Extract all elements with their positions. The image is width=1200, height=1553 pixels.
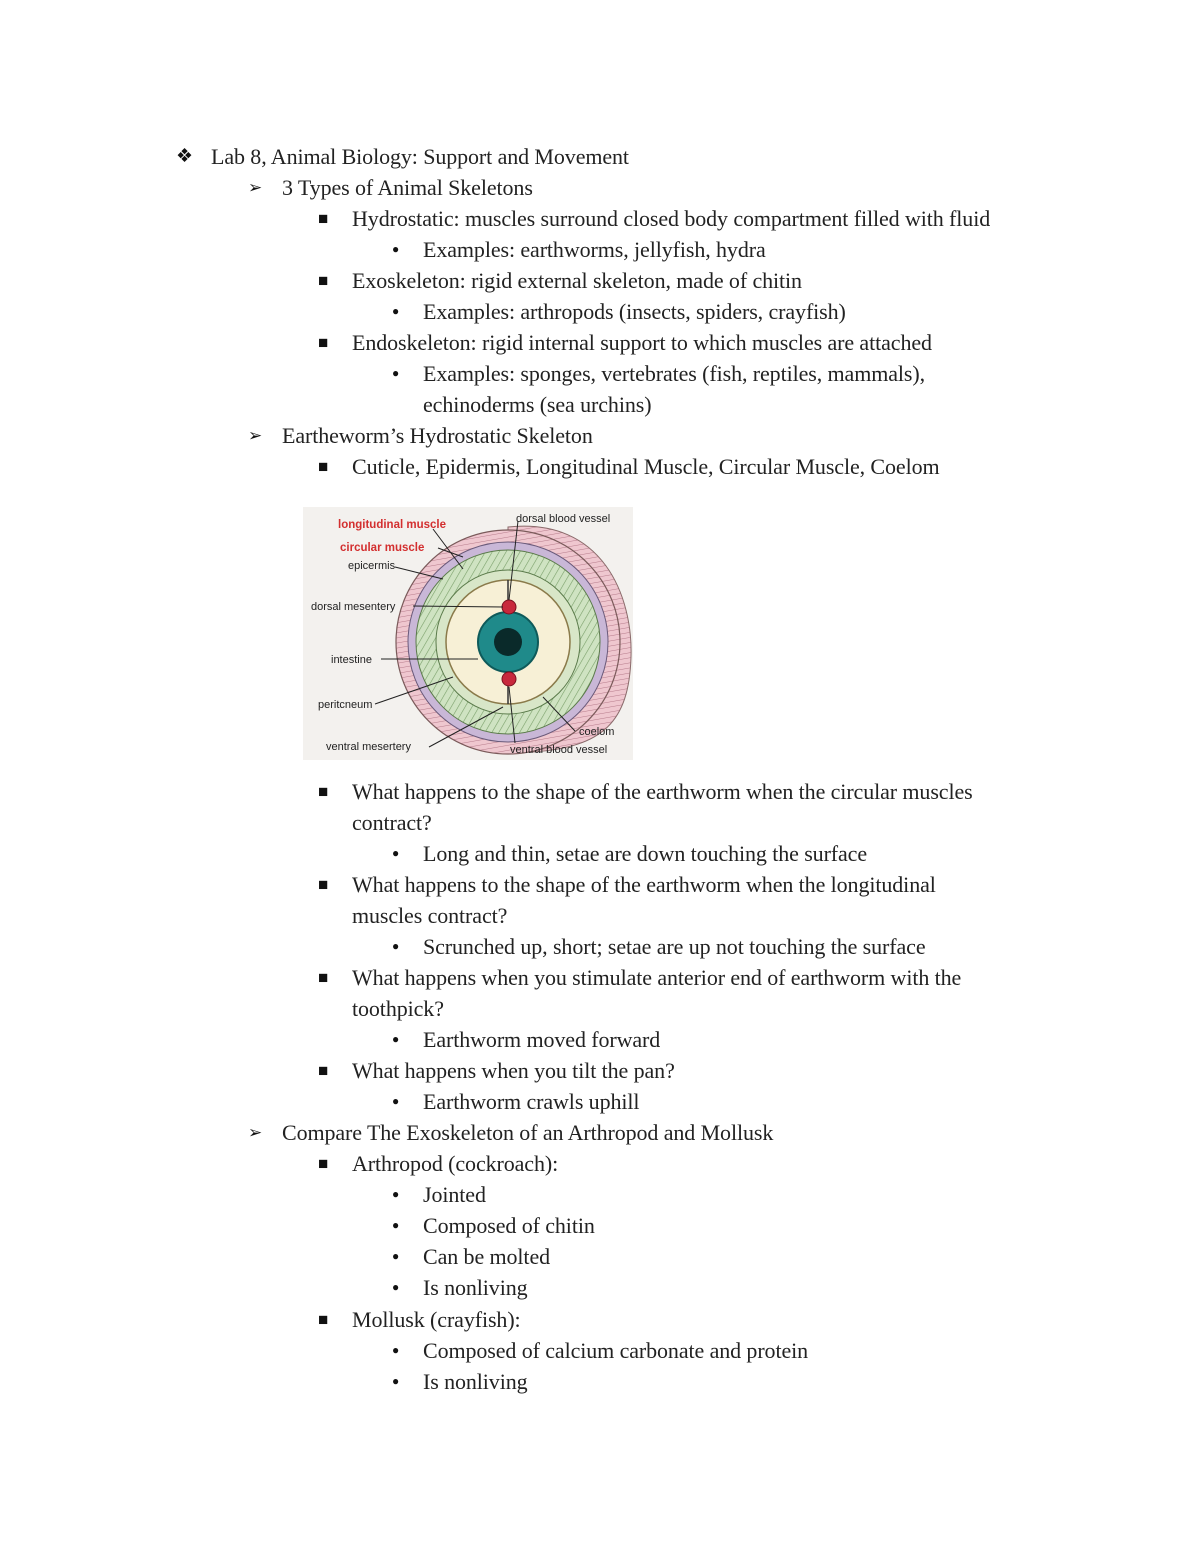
- square-bullet-icon: ■: [318, 968, 329, 987]
- disc-bullet-icon: ●: [392, 1249, 400, 1263]
- square-bullet-icon: ■: [318, 271, 329, 290]
- document-title: Lab 8, Animal Biology: Support and Movement: [211, 144, 629, 169]
- arrow-bullet-icon: ➢: [248, 178, 263, 197]
- square-bullet-icon: ■: [318, 875, 329, 894]
- disc-bullet-icon: ●: [392, 242, 400, 256]
- sub-item-nonliving: Is nonliving: [423, 1275, 528, 1300]
- disc-bullet-icon: ●: [392, 1187, 400, 1201]
- square-bullet-icon: ■: [318, 1154, 329, 1173]
- sub-item-mollusk-nonliving: Is nonliving: [423, 1369, 528, 1394]
- sub-item-jointed: Jointed: [423, 1182, 486, 1207]
- disc-bullet-icon: ●: [392, 846, 400, 860]
- arrow-bullet-icon: ➢: [248, 1123, 263, 1142]
- section-heading-skeleton-types: 3 Types of Animal Skeletons: [282, 175, 533, 200]
- label-ventral-mesentery: ventral mesertery: [326, 741, 411, 753]
- disc-bullet-icon: ●: [392, 1032, 400, 1046]
- item-earthworm-layers: Cuticle, Epidermis, Longitudinal Muscle, Circular Muscle, Coelom: [352, 454, 940, 479]
- disc-bullet-icon: ●: [392, 1094, 400, 1108]
- answer-stimulate-anterior: Earthworm moved forward: [423, 1027, 661, 1052]
- answer-circular-muscles: Long and thin, setae are down touching the surface: [423, 841, 868, 866]
- sub-item-calcium-carbonate: Composed of calcium carbonate and protein: [423, 1338, 809, 1363]
- sub-item-endoskeleton-examples-cont: echinoderms (sea urchins): [423, 392, 652, 417]
- question-stimulate-anterior: What happens when you stimulate anterior end of earthworm with the: [352, 965, 962, 990]
- label-ventral-blood-vessel: ventral blood vessel: [510, 744, 608, 756]
- question-circular-muscles: What happens to the shape of the earthworm when the circular muscles: [352, 779, 973, 804]
- sub-item-hydrostatic-examples: Examples: earthworms, jellyfish, hydra: [423, 237, 766, 262]
- sub-item-chitin: Composed of chitin: [423, 1213, 595, 1238]
- disc-bullet-icon: ●: [392, 1374, 400, 1388]
- square-bullet-icon: ■: [318, 782, 329, 801]
- disc-bullet-icon: ●: [392, 1343, 400, 1357]
- question-longitudinal-muscles-cont: muscles contract?: [352, 903, 508, 928]
- arrow-bullet-icon: ➢: [248, 426, 263, 445]
- label-dorsal-blood-vessel: dorsal blood vessel: [516, 513, 611, 525]
- disc-bullet-icon: ●: [392, 366, 400, 380]
- answer-tilt-pan: Earthworm crawls uphill: [423, 1089, 640, 1114]
- item-exoskeleton: Exoskeleton: rigid external skeleton, made of chitin: [352, 268, 802, 293]
- question-tilt-pan: What happens when you tilt the pan?: [352, 1058, 675, 1083]
- disc-bullet-icon: ●: [392, 1280, 400, 1294]
- question-circular-muscles-cont: contract?: [352, 810, 432, 835]
- sub-item-endoskeleton-examples: Examples: sponges, vertebrates (fish, reptiles, mammals),: [423, 361, 925, 386]
- section-heading-compare-exoskeleton: Compare The Exoskeleton of an Arthropod and Mollusk: [282, 1120, 774, 1145]
- label-circular-muscle: circular muscle: [340, 542, 425, 554]
- disc-bullet-icon: ●: [392, 1218, 400, 1232]
- question-stimulate-anterior-cont: toothpick?: [352, 996, 444, 1021]
- item-mollusk: Mollusk (crayfish):: [352, 1307, 521, 1332]
- item-arthropod: Arthropod (cockroach):: [352, 1151, 559, 1176]
- square-bullet-icon: ■: [318, 209, 329, 228]
- label-peritoneum: peritcneum: [318, 699, 373, 711]
- item-endoskeleton: Endoskeleton: rigid internal support to which muscles are attached: [352, 330, 932, 355]
- square-bullet-icon: ■: [318, 457, 329, 476]
- square-bullet-icon: ■: [318, 333, 329, 352]
- sub-item-molted: Can be molted: [423, 1244, 551, 1269]
- label-intestine: intestine: [331, 654, 372, 666]
- answer-longitudinal-muscles: Scrunched up, short; setae are up not touching the surface: [423, 934, 926, 959]
- square-bullet-icon: ■: [318, 1061, 329, 1080]
- label-dorsal-mesentery: dorsal mesentery: [311, 601, 396, 613]
- sub-item-exoskeleton-examples: Examples: arthropods (insects, spiders, crayfish): [423, 299, 846, 324]
- question-longitudinal-muscles: What happens to the shape of the earthworm when the longitudinal: [352, 872, 936, 897]
- earthworm-cross-section-diagram: [303, 507, 633, 760]
- disc-bullet-icon: ●: [392, 939, 400, 953]
- label-coelom: coelom: [579, 726, 615, 738]
- section-heading-earthworm: Eartheworm’s Hydrostatic Skeleton: [282, 423, 593, 448]
- label-epidermis: epicermis: [348, 560, 396, 572]
- label-longitudinal-muscle: longitudinal muscle: [338, 519, 446, 531]
- disc-bullet-icon: ●: [392, 304, 400, 318]
- item-hydrostatic: Hydrostatic: muscles surround closed body compartment filled with fluid: [352, 206, 991, 231]
- diamond-bullet-icon: ❖: [176, 146, 194, 167]
- square-bullet-icon: ■: [318, 1310, 329, 1329]
